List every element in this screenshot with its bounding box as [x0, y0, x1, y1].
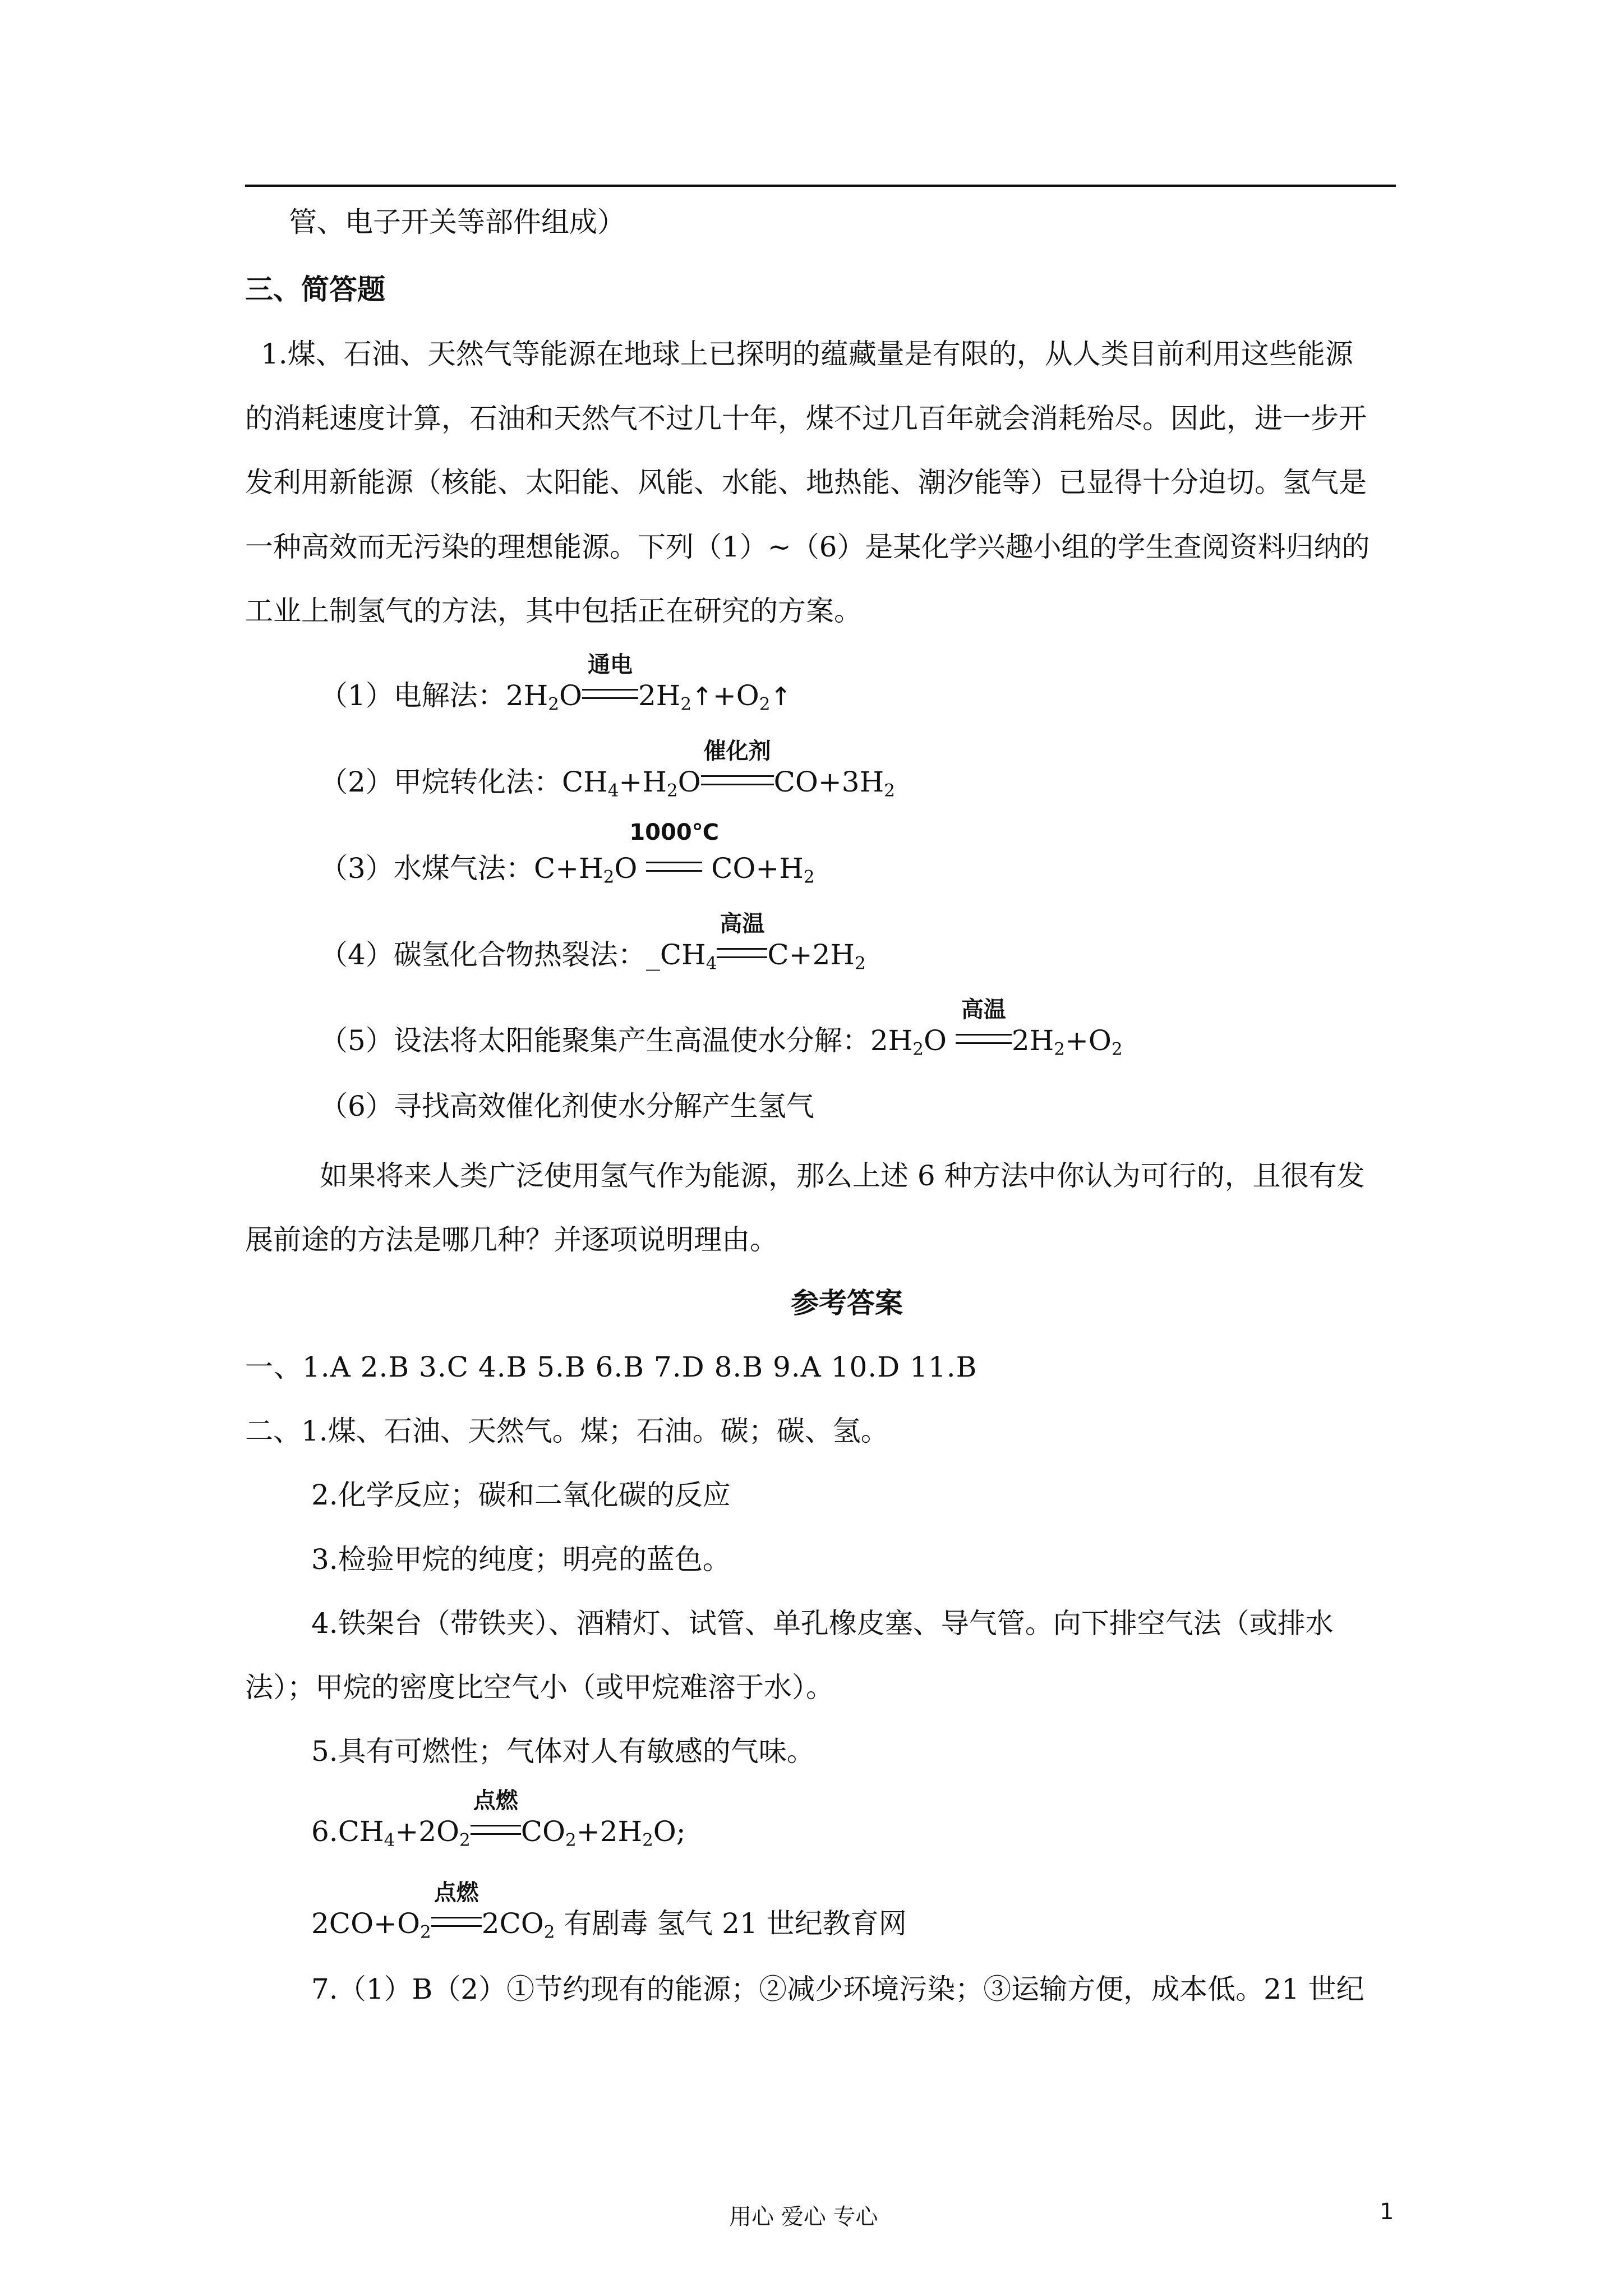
answer-2-6-equation-2: $2CO+O_2$ 点燃 $2CO_2$ 有剧毒 氢气 21 世纪教育网	[311, 1901, 907, 1941]
answer-2-4-line-2: 法）；甲烷的密度比空气小（或甲烷难溶于水）。	[245, 1671, 834, 1704]
method-4-condition: 高温	[720, 911, 765, 937]
method-3-condition-sign	[629, 820, 720, 885]
answer-2-6-condition-sign-1	[471, 1788, 521, 1848]
answer-section-2: 二、1.煤、石油、天然气。煤；石油。碳；碳、氢。	[245, 1415, 889, 1447]
answer-2-6-tail: 有剧毒 氢气 21 世纪教育网	[564, 1907, 907, 1940]
question-1-line-3: 发利用新能源（核能、太阳能、风能、水能、地热能、潮汐能等）已显得十分迫切。氢气是	[245, 466, 1367, 499]
answer-2-4-line-1: 4.铁架台（带铁夹）、酒精灯、试管、单孔橡皮塞、导气管。向下排空气法（或排水	[311, 1607, 1334, 1640]
method-2-equation: （2）甲烷转化法：$CH_4+H_2O$ 催化剂 $CO+3H_2$	[320, 760, 895, 800]
answer-2-5: 5.具有可燃性；气体对人有敏感的气味。	[311, 1735, 815, 1768]
page-number: 1	[1380, 2199, 1394, 2225]
method-5-condition-sign	[956, 997, 1012, 1057]
method-5-condition: 高温	[961, 997, 1006, 1023]
method-4-equation: （4）碳氢化合物热裂法：$\_CH_4$ 高温 $C+2H_2$	[320, 932, 866, 973]
answers-heading: 参考答案	[791, 1286, 903, 1319]
method-5-equation: （5）设法将太阳能聚集产生高温使水分解：$2H_2O$ 高温 $2H_2+O_2$	[320, 1018, 1123, 1059]
method-2-label: （2）甲烷转化法：	[320, 766, 562, 798]
answer-2-6-label: 6.	[311, 1815, 338, 1848]
question-1-line-4: 一种高效而无污染的理想能源。下列（1）~（6）是某化学兴趣小组的学生查阅资料归纳的	[245, 531, 1370, 563]
method-1-condition: 通电	[587, 652, 633, 678]
method-3-condition: 1000℃	[629, 820, 720, 845]
answer-2-3: 3.检验甲烷的纯度；明亮的蓝色。	[311, 1543, 731, 1576]
method-4-condition-sign	[717, 911, 767, 971]
answer-2-7: 7.（1）B（2）①节约现有的能源；②减少环境污染；③运输方便，成本低。21 世纪	[311, 1973, 1364, 2005]
question-1-line-2: 的消耗速度计算，石油和天然气不过几十年，煤不过几百年就会消耗殆尽。因此，进一步开	[245, 402, 1367, 435]
method-1-label: （1）电解法：	[320, 679, 506, 712]
question-line-2: 展前途的方法是哪几种？并逐项说明理由。	[245, 1223, 778, 1256]
answer-2-2: 2.化学反应；碳和二氧化碳的反应	[311, 1479, 731, 1511]
method-6: （6）寻找高效催化剂使水分解产生氢气	[320, 1090, 814, 1122]
method-2-condition: 催化剂	[703, 738, 771, 764]
method-2-condition-sign	[701, 738, 774, 798]
answer-2-6-condition-sign-2	[431, 1880, 482, 1940]
continuation-line: 管、电子开关等部件组成）	[289, 206, 625, 238]
answer-2-6-condition-1: 点燃	[473, 1788, 518, 1814]
method-1-condition-sign	[582, 652, 638, 712]
header-rule	[245, 185, 1396, 187]
answer-2-6-equation-1: $6.CH_4+2O_2$ 点燃 $CO_2+2H_2O$;	[311, 1815, 686, 1848]
answer-section-1: 一、1.A 2.B 3.C 4.B 5.B 6.B 7.D 8.B 9.A 10.D 11.B	[245, 1351, 978, 1383]
question-1-line-5: 工业上制氢气的方法，其中包括正在研究的方案。	[245, 595, 862, 627]
method-1-equation: （1）电解法：$2H_2O$ 通电 $2H_2↑+O_2↑$	[320, 673, 791, 714]
question-line-1: 如果将来人类广泛使用氢气作为能源，那么上述 6 种方法中你认为可行的，且很有发	[320, 1159, 1365, 1192]
method-3-label: （3）水煤气法：	[320, 852, 534, 885]
section-heading: 三、简答题	[245, 273, 385, 306]
question-1-line-1: 1.煤、石油、天然气等能源在地球上已探明的蕴藏量是有限的，从人类目前利用这些能源	[261, 338, 1353, 370]
answer-2-6-condition-2: 点燃	[434, 1880, 479, 1906]
footer-motto: 用心 爱心 专心	[729, 2204, 878, 2230]
method-4-label: （4）碳氢化合物热裂法：	[320, 938, 646, 971]
method-5-label: （5）设法将太阳能聚集产生高温使水分解：	[320, 1024, 870, 1057]
method-3-equation: （3）水煤气法：$C+H_2O$ 1000℃ $CO+H_2$	[320, 820, 815, 887]
